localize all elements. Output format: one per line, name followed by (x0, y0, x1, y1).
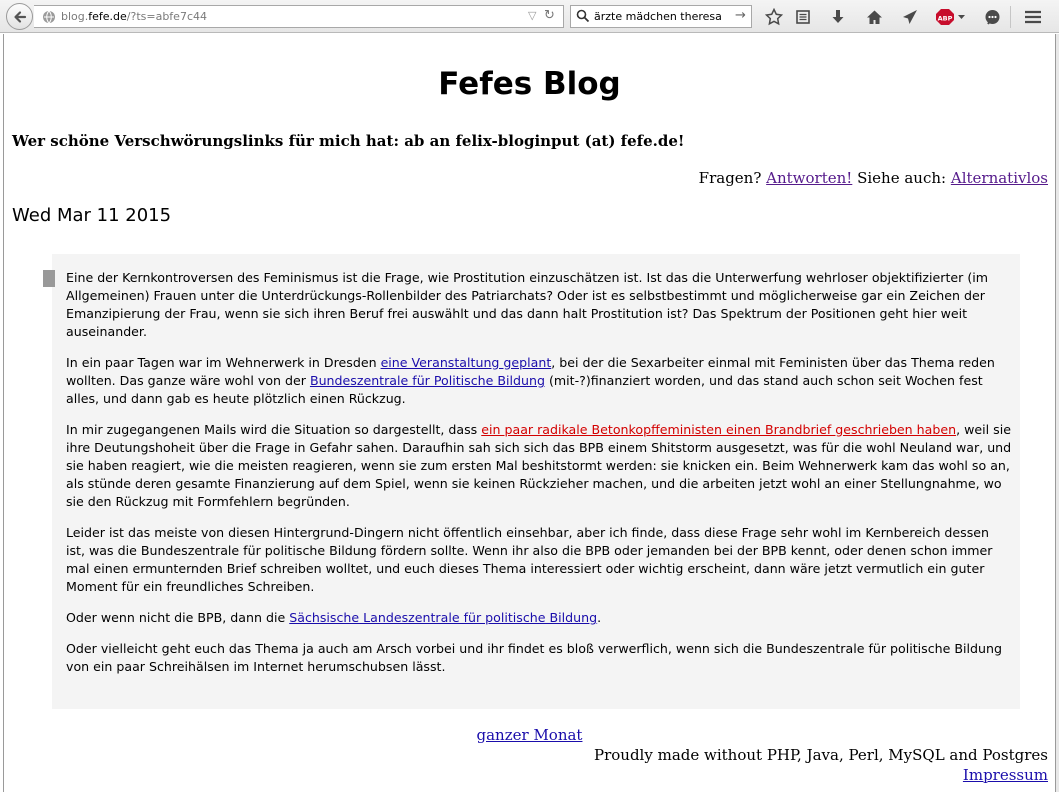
send-icon[interactable] (899, 6, 921, 28)
date-heading: Wed Mar 11 2015 (12, 205, 172, 226)
post-paragraph: Eine der Kernkontroversen des Feminismus ist die Frage, wie Prostitution einzuschätzen ist. Ist das die Unterwerfung wehrloser objektifizierter (im Allgemeinen) Frauen unter die Unterdrückungs-Rollenbilder des Patriarchats? Oder ist es selbstbestimmt und möglicherweise gar ein Zeichen der Emanzipierung der Frau, wenn sie sich ihren Beruf frei auswählt und das dann halt Prostitution ist? Das Spektrum der Positionen geht hier weit auseinander. (66, 270, 989, 339)
chat-icon[interactable] (981, 6, 1003, 28)
tagline: Wer schöne Verschwörungslinks für mich hat: ab an felix-bloginput (at) fefe.de! (12, 132, 685, 150)
adblock-label: ABP (937, 14, 953, 23)
post-text: , weil sie ihre Deutungshoheit über die Frage in Gefahr sahen. Daraufhin sah sich sich das BPB einem Shitstorm ausgesetzt, was für die wohl Neuland war, und sie haben reagiert, wie die meisten reagieren, wenn sie zum ersten Mal beshitstormt werden: sie knicken ein. Beim Wehnerwerk kam das wohl so an, als stünde deren gesamte Finanzierung auf dem Spiel, wenn sie keinen Rückzieher machen, und die arbeiten jetzt wohl an einer Stellungnahme, wo sie den Rückzug mit Formfehlern begründen. (66, 422, 1012, 509)
post-paragraph (66, 609, 1012, 627)
post-paragraph: Oder vielleicht geht euch das Thema ja auch am Arsch vorbei und ihr findet es bloß verwerflich, wenn sich die Bundeszentrale für politische Bildung von ein paar Schreihälsen im Internet herumschubsen lässt. (66, 641, 1002, 674)
impressum-link[interactable]: Impressum (962, 766, 1048, 784)
impressum-wrap (963, 766, 1048, 784)
bpb-link[interactable]: Bundeszentrale für Politische Bildung (309, 373, 545, 388)
faq-prefix: Fragen? (698, 169, 762, 187)
reading-list-icon[interactable] (792, 6, 814, 28)
menu-icon[interactable] (1022, 6, 1044, 28)
url-host-prefix: blog. (61, 10, 89, 23)
url-text[interactable] (61, 10, 207, 23)
back-arrow-icon (13, 10, 27, 24)
faq-link[interactable]: Antworten! (766, 169, 853, 187)
search-icon[interactable] (576, 9, 590, 26)
month-link-wrap (0, 726, 1059, 744)
bookmark-star-icon[interactable] (763, 6, 785, 28)
page-title: Fefes Blog (438, 66, 621, 102)
post-paragraph: Leider ist das meiste von diesen Hintergrund-Dingern nicht öffentlich einsehbar, aber ich finde, dass diese Frage sehr wohl im Kernbereich dessen ist, was die Bundeszentrale für politische Bildung fördern sollte. Wenn ihr also die BPB oder jemanden bei der BPB kennt, oder denen schon immer mal einen ermunternden Brief schreiben wolltet, und euch dieses Thema interessiert oder wichtig erscheint, dann wäre jetzt vermutlich ein guter Moment für ein freundliches Schreiben. (66, 525, 993, 594)
download-icon[interactable] (827, 6, 849, 28)
go-arrow-icon[interactable]: → (735, 8, 746, 23)
post-body (66, 269, 1012, 689)
post-paragraph (66, 421, 1012, 511)
toolbar-separator (1010, 6, 1011, 28)
address-bar[interactable] (34, 5, 564, 28)
post-paragraph (66, 354, 1012, 408)
url-path: /?ts=abfe7c44 (126, 10, 207, 23)
post-text: . (597, 610, 602, 625)
event-link[interactable]: eine Veranstaltung geplant (380, 355, 552, 370)
saxony-link[interactable]: Sächsische Landeszentrale für politische Bildung (289, 610, 598, 625)
faq-line (699, 169, 1048, 187)
see-also-prefix: Siehe auch: (857, 169, 947, 187)
letter-link[interactable]: ein paar radikale Betonkopffeministen einen Brandbrief geschrieben haben (481, 422, 957, 437)
month-link[interactable]: ganzer Monat (476, 726, 583, 744)
dropdown-arrow-icon[interactable]: ▽ (528, 9, 537, 22)
reload-icon[interactable]: ↻ (544, 8, 555, 23)
post-text: (mit-?)finanziert worden, und das stand auch schon seit Wochen fest alles, und dann gab es heute plötzlich einen Rückzug. (66, 373, 983, 406)
footer-note: Proudly made without PHP, Java, Perl, MySQL and Postgres (594, 746, 1048, 764)
search-input[interactable]: ärzte mädchen theresa (594, 10, 722, 23)
adblock-icon[interactable] (936, 6, 966, 28)
back-button[interactable] (6, 3, 33, 30)
post-text: , bei der die Sexarbeiter einmal mit Feministen über das Thema reden wollten. Das ganze wäre wohl von der (66, 355, 995, 388)
browser-toolbar (0, 0, 1059, 33)
globe-icon (42, 10, 56, 27)
url-host: fefe.de (88, 10, 127, 23)
see-also-link[interactable]: Alternativlos (950, 169, 1048, 187)
post-text: In mir zugegangenen Mails wird die Situation so dargestellt, dass (66, 422, 482, 437)
post-text: Oder wenn nicht die BPB, dann die (66, 610, 290, 625)
home-icon[interactable] (863, 6, 885, 28)
permalink-marker[interactable] (43, 270, 55, 287)
search-bar[interactable] (570, 5, 752, 28)
post-text: In ein paar Tagen war im Wehnerwerk in Dresden (66, 355, 381, 370)
